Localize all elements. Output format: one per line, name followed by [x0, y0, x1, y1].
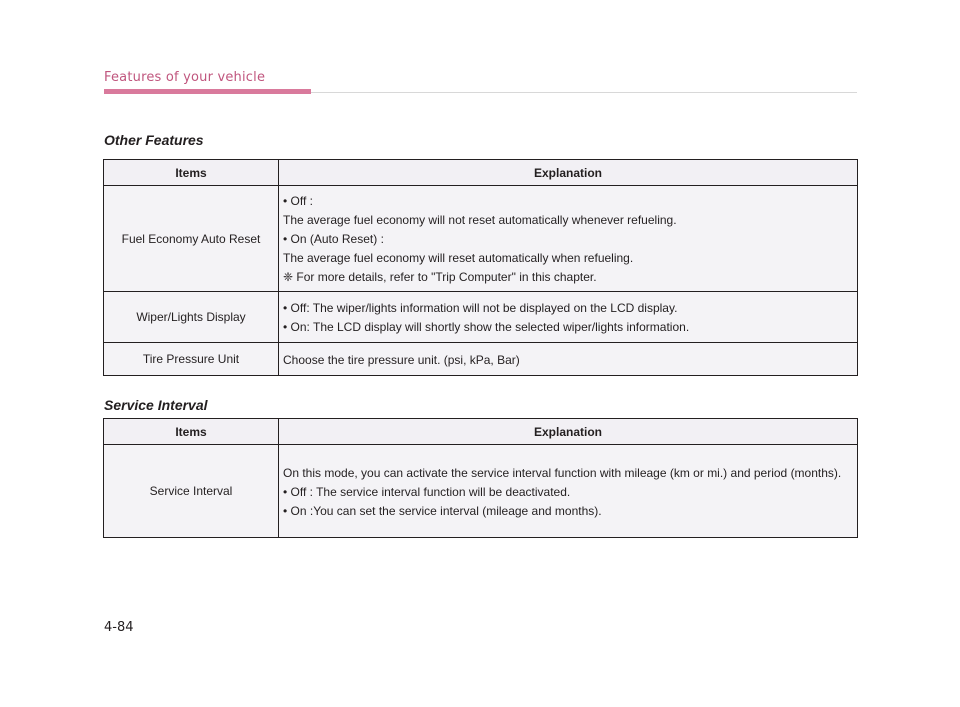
explanation-line: • Off: The wiper/lights information will not be displayed on the LCD display. [283, 301, 678, 315]
explanation-cell [279, 445, 858, 538]
column-header-items: Items [104, 419, 279, 445]
item-cell: Service Interval [104, 445, 279, 538]
note-line: ❈ For more details, refer to "Trip Computer" in this chapter. [283, 270, 597, 284]
page-number: 4-84 [104, 620, 134, 635]
table-header-row [104, 160, 858, 186]
column-header-explanation: Explanation [279, 419, 858, 445]
table-row [104, 343, 858, 376]
column-header-explanation: Explanation [279, 160, 858, 186]
item-cell: Fuel Economy Auto Reset [104, 186, 279, 292]
explanation-line: On this mode, you can activate the service interval function with mileage (km or mi.) and period (months). [283, 465, 842, 480]
table-row [104, 292, 858, 343]
table-row [104, 445, 858, 538]
chapter-title: Features of your vehicle [104, 70, 266, 85]
explanation-line: • On: The LCD display will shortly show the selected wiper/lights information. [283, 320, 690, 334]
section-title-service-interval: Service Interval [104, 397, 208, 413]
column-header-items: Items [104, 160, 279, 186]
header-rule [311, 92, 857, 93]
header-accent-bar [104, 89, 311, 94]
item-cell: Tire Pressure Unit [104, 343, 279, 376]
service-interval-table [103, 418, 858, 538]
item-cell: Wiper/Lights Display [104, 292, 279, 343]
table-header-row [104, 419, 858, 445]
explanation-line: • Off : [283, 194, 313, 208]
explanation-line: • On (Auto Reset) : [283, 232, 384, 246]
explanation-line: The average fuel economy will reset automatically when refueling. [283, 251, 634, 265]
table-row [104, 186, 858, 292]
other-features-table [103, 159, 858, 376]
explanation-line: Choose the tire pressure unit. (psi, kPa, Bar) [283, 352, 520, 367]
explanation-line: • On :You can set the service interval (mileage and months). [283, 503, 602, 518]
explanation-cell [279, 343, 858, 376]
explanation-cell [279, 292, 858, 343]
explanation-line: The average fuel economy will not reset automatically whenever refueling. [283, 213, 677, 227]
explanation-line: • Off : The service interval function will be deactivated. [283, 484, 571, 499]
explanation-cell [279, 186, 858, 292]
section-title-other-features: Other Features [104, 132, 204, 148]
